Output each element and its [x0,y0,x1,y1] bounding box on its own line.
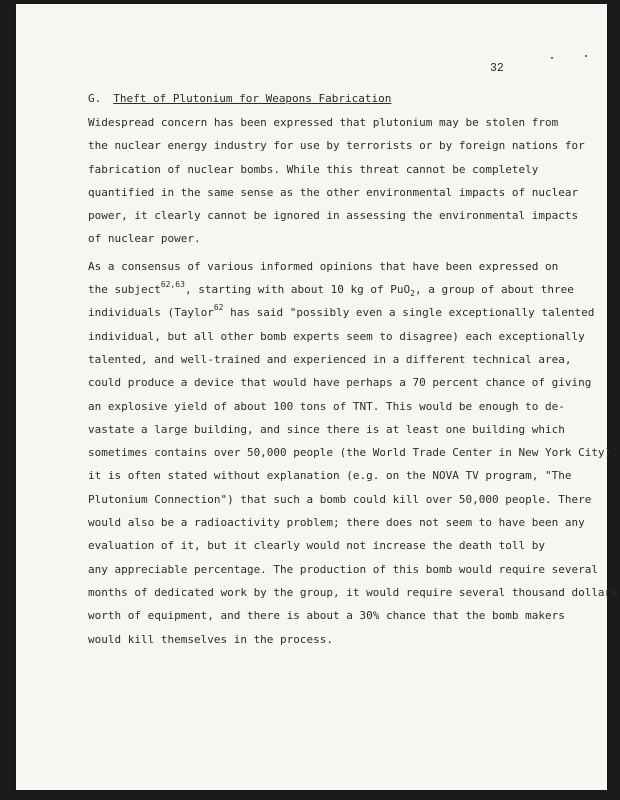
paragraph-1 [88,115,585,255]
text-span: individuals (Taylor [88,306,214,320]
text-line: it is often stated without explanation (e.g. on the NOVA TV program, "The [88,469,572,483]
text-line: could produce a device that would have perhaps a 70 percent chance of giving [88,376,592,390]
page-number: 32 [490,62,504,75]
speck-mark [585,55,587,57]
text-line: As a consensus of various informed opinions that have been expressed on [88,259,559,273]
text-line: fabrication of nuclear bombs. While this threat cannot be completely [88,162,539,176]
text-line: months of dedicated work by the group, it would require several thousand dollars [88,585,618,599]
section-title: Theft of Plutonium for Weapons Fabrication [113,92,392,105]
document-body [88,92,618,655]
text-line: individual, but all other bomb experts seem to disagree) each exceptionally [88,329,585,343]
text-line: the nuclear energy industry for use by terrorists or by foreign nations for [88,139,585,153]
text-line: vastate a large building, and since there is at least one building which [88,422,565,436]
text-span: has said "possibly even a single exceptionally talented [223,306,595,320]
text-line: of nuclear power. [88,232,201,246]
text-span: , starting with about 10 kg of PuO [184,283,411,297]
footnote-ref: 62,63 [160,280,185,290]
text-line: Widespread concern has been expressed that plutonium may be stolen from [88,116,559,129]
text-span: the subject [88,283,161,297]
text-line: Plutonium Connection") that such a bomb could kill over 50,000 people. There [88,492,592,506]
section-heading [88,92,568,105]
text-line: power, it clearly cannot be ignored in assessing the environmental impacts [88,209,579,223]
speck-mark [551,57,553,59]
text-line [88,280,574,305]
text-span: , a group of about three [414,283,574,297]
subscript: 2 [410,289,415,299]
text-line [88,303,595,328]
text-line: worth of equipment, and there is about a 30% chance that the bomb makers [88,609,565,623]
text-line: any appreciable percentage. The production of this bomb would require several [88,562,598,576]
footnote-ref: 62 [213,303,224,313]
text-line: talented, and well-trained and experienced in a different technical area, [88,352,572,366]
paragraph-2 [88,259,618,655]
text-line: would also be a radioactivity problem; there does not seem to have been any [88,516,585,530]
section-letter: G. [88,92,102,105]
text-line: would kill themselves in the process. [88,632,334,646]
text-line: quantified in the same sense as the other environmental impacts of nuclear [88,185,579,199]
text-line: an explosive yield of about 100 tons of TNT. This would be enough to de- [88,399,565,413]
text-line: sometimes contains over 50,000 people (the World Trade Center in New York City), [88,446,618,460]
text-line: evaluation of it, but it clearly would not increase the death toll by [88,539,545,553]
